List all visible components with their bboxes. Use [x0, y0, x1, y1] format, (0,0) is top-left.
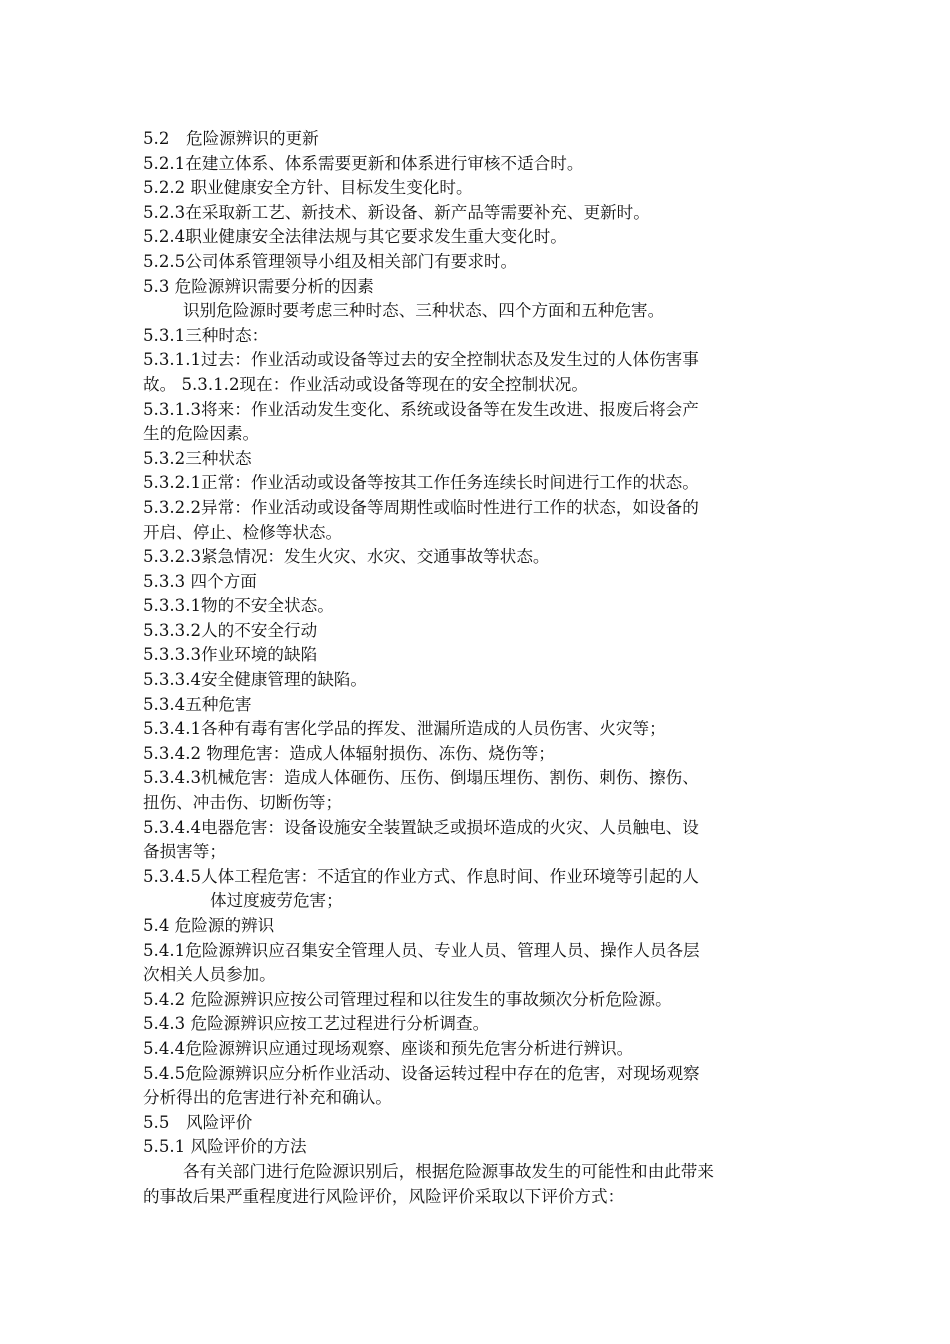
item-5-4-2: 5.4.2 危险源辨识应按公司管理过程和以往发生的事故频次分析危险源。: [143, 989, 672, 1009]
heading-5-4: 5.4 危险源的辨识: [143, 916, 275, 935]
item-5-3-1-1-cont: 故。 5.3.1.2现在：作业活动或设备等现在的安全控制状况。: [143, 374, 588, 394]
item-5-4-1: 5.4.1危险源辨识应召集安全管理人员、专业人员、管理人员、操作人员各层: [143, 940, 700, 960]
item-5-4-5: 5.4.5危险源辨识应分析作业活动、设备运转过程中存在的危害，对现场观察: [143, 1063, 700, 1083]
heading-5-2: 5.2 危险源辨识的更新: [143, 129, 319, 148]
item-5-4-3: 5.4.3 危险源辨识应按工艺过程进行分析调查。: [143, 1014, 490, 1034]
heading-5-3-3: 5.3.3 四个方面: [143, 571, 257, 591]
item-5-3-3-2: 5.3.3.2人的不安全行动: [143, 620, 318, 640]
item-5-2-5: 5.2.5公司体系管理领导小组及相关部门有要求时。: [143, 251, 518, 271]
item-5-4-4: 5.4.4危险源辨识应通过现场观察、座谈和预先危害分析进行辨识。: [143, 1038, 634, 1058]
heading-5-3-1: 5.3.1三种时态：: [143, 325, 269, 345]
item-5-2-4: 5.2.4职业健康安全法律法规与其它要求发生重大变化时。: [143, 227, 567, 247]
document-body: [143, 127, 811, 1209]
paragraph-intro-5-3: 识别危险源时要考虑三种时态、三种状态、四个方面和五种危害。: [183, 301, 665, 321]
item-5-3-3-4: 5.3.3.4安全健康管理的缺陷。: [143, 670, 367, 690]
heading-5-5-1: 5.5.1 风险评价的方法: [143, 1137, 307, 1157]
item-5-3-4-5: 5.3.4.5人体工程危害：不适宜的作业方式、作息时间、作业环境等引起的人: [143, 866, 699, 886]
item-5-3-4-2: 5.3.4.2 物理危害：造成人体辐射损伤、冻伤、烧伤等；: [143, 743, 555, 763]
item-5-4-1-cont: 次相关人员参加。: [143, 965, 276, 985]
item-5-3-3-3: 5.3.3.3作业环境的缺陷: [143, 645, 318, 665]
item-5-3-3-1: 5.3.3.1物的不安全状态。: [143, 596, 334, 616]
paragraph-5-5-1-cont: 的事故后果严重程度进行风险评价，风险评价采取以下评价方式：: [143, 1186, 625, 1206]
item-5-2-2: 5.2.2 职业健康安全方针、目标发生变化时。: [143, 178, 473, 198]
item-5-3-4-4-cont: 备损害等；: [143, 842, 226, 862]
item-5-3-4-5-cont: 体过度疲劳危害；: [210, 891, 343, 911]
heading-5-3-2: 5.3.2三种状态: [143, 448, 252, 468]
item-5-3-1-3: 5.3.1.3将来：作业活动发生变化、系统或设备等在发生改进、报废后将会产: [143, 399, 699, 419]
item-5-2-1: 5.2.1在建立体系、体系需要更新和体系进行审核不适合时。: [143, 153, 584, 173]
item-5-3-1-1: 5.3.1.1过去：作业活动或设备等过去的安全控制状态及发生过的人体伤害事: [143, 350, 699, 370]
item-5-3-1-3-cont: 生的危险因素。: [143, 424, 260, 444]
item-5-3-4-1: 5.3.4.1各种有毒有害化学品的挥发、泄漏所造成的人员伤害、火灾等；: [143, 719, 666, 739]
item-5-2-3: 5.2.3在采取新工艺、新技术、新设备、新产品等需要补充、更新时。: [143, 202, 650, 222]
item-5-3-4-3: 5.3.4.3机械危害：造成人体砸伤、压伤、倒塌压埋伤、割伤、刺伤、擦伤、: [143, 768, 699, 788]
item-5-3-4-4: 5.3.4.4电器危害：设备设施安全装置缺乏或损坏造成的火灾、人员触电、设: [143, 817, 699, 837]
item-5-3-2-1: 5.3.2.1正常：作业活动或设备等按其工作任务连续长时间进行工作的状态。: [143, 473, 699, 493]
item-5-3-4-3-cont: 扭伤、冲击伤、切断伤等；: [143, 793, 343, 813]
paragraph-5-5-1: 各有关部门进行危险源识别后，根据危险源事故发生的可能性和由此带来: [183, 1161, 714, 1181]
item-5-3-2-2: 5.3.2.2异常：作业活动或设备等周期性或临时性进行工作的状态，如设备的: [143, 497, 699, 517]
heading-5-5: 5.5 风险评价: [143, 1112, 253, 1132]
heading-5-3-4: 5.3.4五种危害: [143, 694, 252, 714]
item-5-3-2-3: 5.3.2.3紧急情况：发生火灾、水灾、交通事故等状态。: [143, 547, 550, 567]
heading-5-3: 5.3 危险源辨识需要分析的因素: [143, 276, 374, 296]
item-5-3-2-2-cont: 开启、停止、检修等状态。: [143, 522, 343, 542]
item-5-4-5-cont: 分析得出的危害进行补充和确认。: [143, 1088, 392, 1108]
